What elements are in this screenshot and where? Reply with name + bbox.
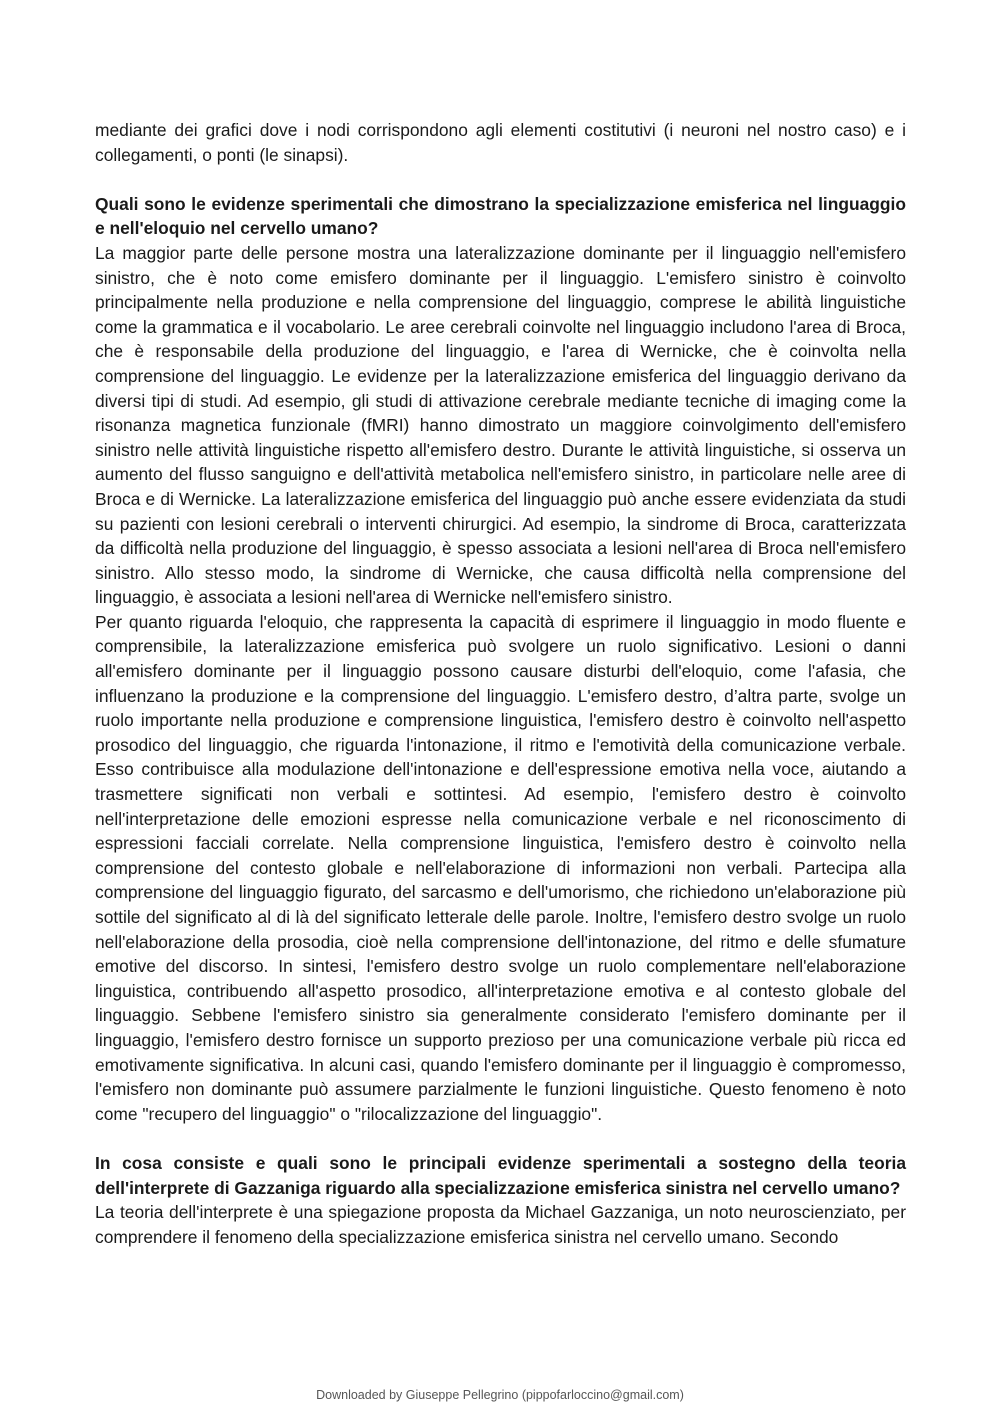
section1-heading: Quali sono le evidenze sperimentali che dimostrano la specializzazione emisferica nel linguaggio e nell'eloquio nel cervello umano? [95,193,906,239]
paragraph-gap [95,167,906,192]
intro-continuation-paragraph: mediante dei grafici dove i nodi corrispondono agli elementi costitutivi (i neuroni nel nostro caso) e i collegamenti, o ponti (le sinapsi). [95,120,906,165]
section2-paragraph-1: La teoria dell'interprete è una spiegazione proposta da Michael Gazzaniga, un noto neuroscienziato, per comprendere il fenomeno della specializzazione emisferica sinistra nel cervello umano. Secondo [95,1202,906,1247]
download-footer: Downloaded by Giuseppe Pellegrino (pippofarloccino@gmail.com) [316,1388,684,1402]
section2-heading: In cosa consiste e quali sono le principali evidenze sperimentali a sostegno della teoria dell'interprete di Gazzaniga riguardo alla specializzazione emisferica sinistra nel cervello umano? [95,1152,906,1198]
document-page [95,118,906,1249]
section1-paragraph-1: La maggior parte delle persone mostra una lateralizzazione dominante per il linguaggio nell'emisfero sinistro, che è noto come emisfero dominante per il linguaggio. L'emisfero sinistro è coinvolto principalmente nella produzione e nella comprensione del linguaggio, comprese le abilità linguistiche come la grammatica e il vocabolario. Le aree cerebrali coinvolte nel linguaggio includono l'area di Broca, che è responsabile della produzione del linguaggio, e l'area di Wernicke, che è coinvolta nella comprensione del linguaggio. Le evidenze per la lateralizzazione emisferica del linguaggio derivano da diversi tipi di studi. Ad esempio, gli studi di attivazione cerebrale mediante tecniche di imaging come la risonanza magnetica funzionale (fMRI) hanno dimostrato un maggiore coinvolgimento dell'emisfero sinistro nelle attività linguistiche rispetto all'emisfero destro. Durante le attività linguistiche, si osserva un aumento del flusso sanguigno e dell'attività metabolica nell'emisfero sinistro, in particolare nelle aree di Broca e di Wernicke. La lateralizzazione emisferica del linguaggio può anche essere evidenziata da studi su pazienti con lesioni cerebrali o interventi chirurgici. Ad esempio, la sindrome di Broca, caratterizzata da difficoltà nella produzione del linguaggio, è spesso associata a lesioni nell'area di Broca nell'emisfero sinistro. Allo stesso modo, la sindrome di Wernicke, che causa difficoltà nella comprensione del linguaggio, è associata a lesioni nell'area di Wernicke nell'emisfero sinistro. [95,242,906,608]
section1-paragraph-2: Per quanto riguarda l'eloquio, che rappresenta la capacità di esprimere il linguaggio in modo fluente e comprensibile, la lateralizzazione emisferica può svolgere un ruolo significativo. Lesioni o danni all'emisfero dominante per il linguaggio possono causare disturbi dell'eloquio, come l'afasia, che influenzano la produzione e la comprensione del linguaggio. L'emisfero destro, d’altra parte, svolge un ruolo importante nella produzione e comprensione linguistica, l'emisfero destro è coinvolto nell'aspetto prosodico del linguaggio, che riguarda l'intonazione, il ritmo e l'emotività della comunicazione verbale. Esso contribuisce alla modulazione dell'intonazione e dell'espressione emotiva nella voce, aiutando a trasmettere significati non verbali e sottintesi. Ad esempio, l'emisfero destro è coinvolto nell'interpretazione delle emozioni espresse nella comunicazione verbale e nel riconoscimento di espressioni facciali correlate. Nella comprensione linguistica, l'emisfero destro è coinvolto nella comprensione del contesto globale e nell'elaborazione di informazioni non verbali. Partecipa alla comprensione del linguaggio figurato, del sarcasmo e dell'umorismo, che richiedono un'elaborazione più sottile del significato al di là del significato letterale delle parole. Inoltre, l'emisfero destro svolge un ruolo nell'elaborazione della prosodia, cioè nella comprensione dell'intonazione, del ritmo e delle sfumature emotive del discorso. In sintesi, l'emisfero destro svolge un ruolo complementare nell'elaborazione linguistica, contribuendo all'aspetto prosodico, all'interpretazione emotiva e al contesto globale del linguaggio. Sebbene l'emisfero sinistro sia generalmente considerato l'emisfero dominante per il linguaggio, l'emisfero destro fornisce un supporto prezioso per una comunicazione verbale più ricca ed emotivamente significativa. In alcuni casi, quando l'emisfero dominante per il linguaggio è compromesso, l'emisfero non dominante può assumere parzialmente le funzioni linguistiche. Questo fenomeno è noto come "recupero del linguaggio" o "rilocalizzazione del linguaggio". [95,611,906,1124]
paragraph-gap [95,1126,906,1151]
